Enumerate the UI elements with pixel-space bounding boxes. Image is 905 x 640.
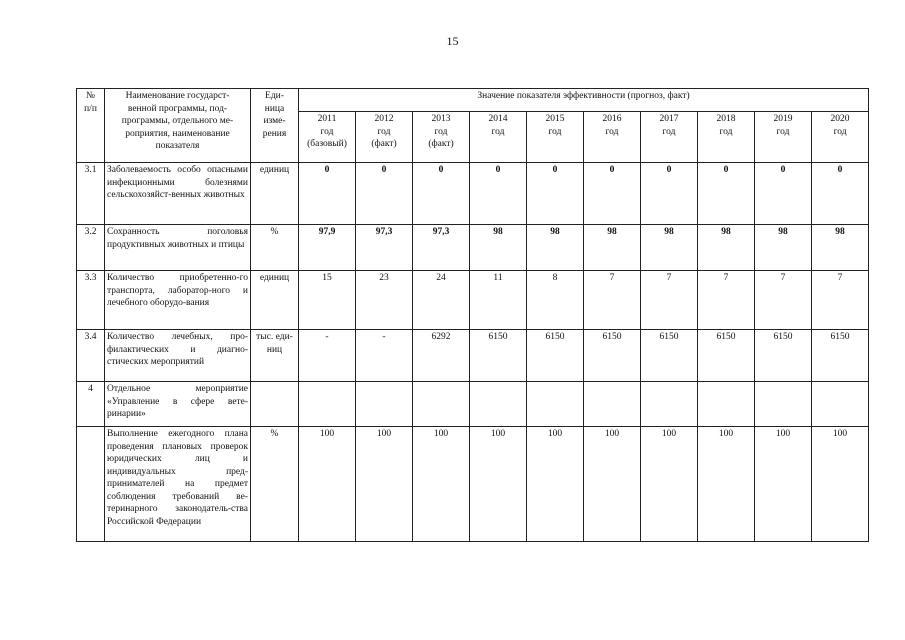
page-number: 15 — [446, 34, 459, 48]
value-cell — [584, 382, 641, 427]
value-cell: 7 — [641, 271, 698, 330]
value-cell: 7 — [755, 271, 812, 330]
table-row — [77, 427, 869, 542]
value-cell: 100 — [299, 427, 356, 542]
value-cell — [470, 382, 527, 427]
header-unit: Еди- ница изме- рения — [251, 89, 299, 163]
unit-of-measure: % — [251, 427, 299, 542]
value-cell — [698, 382, 755, 427]
unit-of-measure: единиц — [251, 271, 299, 330]
value-cell: 7 — [698, 271, 755, 330]
value-cell: 0 — [584, 163, 641, 225]
value-cell: 98 — [812, 225, 869, 271]
value-cell: 100 — [698, 427, 755, 542]
value-cell: 100 — [755, 427, 812, 542]
value-cell — [812, 382, 869, 427]
unit-of-measure: % — [251, 225, 299, 271]
header-year-9: 2020 год — [812, 112, 869, 163]
value-cell: 0 — [413, 163, 470, 225]
value-cell: - — [299, 330, 356, 382]
value-cell: 7 — [584, 271, 641, 330]
value-cell: 97,9 — [299, 225, 356, 271]
value-cell: 6150 — [584, 330, 641, 382]
value-cell: - — [356, 330, 413, 382]
header-year-5: 2016 год — [584, 112, 641, 163]
value-cell: 100 — [470, 427, 527, 542]
row-number: 3.2 — [77, 225, 105, 271]
header-year-8: 2019 год — [755, 112, 812, 163]
table-row — [77, 330, 869, 382]
value-cell: 0 — [299, 163, 356, 225]
header-year-4: 2015 год — [527, 112, 584, 163]
value-cell: 6150 — [755, 330, 812, 382]
value-cell: 100 — [641, 427, 698, 542]
value-cell: 6150 — [527, 330, 584, 382]
value-cell: 100 — [812, 427, 869, 542]
value-cell: 24 — [413, 271, 470, 330]
value-cell — [299, 382, 356, 427]
header-year-0: 2011 год (базовый) — [299, 112, 356, 163]
value-cell — [356, 382, 413, 427]
value-cell — [413, 382, 470, 427]
value-cell: 100 — [413, 427, 470, 542]
value-cell: 11 — [470, 271, 527, 330]
value-cell: 100 — [356, 427, 413, 542]
value-cell: 0 — [470, 163, 527, 225]
value-cell: 6292 — [413, 330, 470, 382]
indicator-name: Сохранность поголовья продуктивных животных и птицы — [105, 225, 251, 271]
indicator-name: Количество лечебных, про-филактических и диагно-стических мероприятий — [105, 330, 251, 382]
value-cell: 15 — [299, 271, 356, 330]
row-number: 3.3 — [77, 271, 105, 330]
header-value-group: Значение показателя эффективности (прогноз, факт) — [299, 89, 869, 112]
value-cell: 100 — [584, 427, 641, 542]
value-cell: 7 — [812, 271, 869, 330]
value-cell — [641, 382, 698, 427]
row-number: 4 — [77, 382, 105, 427]
value-cell: 98 — [698, 225, 755, 271]
value-cell: 8 — [527, 271, 584, 330]
unit-of-measure: тыс. еди-ниц — [251, 330, 299, 382]
header-year-7: 2018 год — [698, 112, 755, 163]
row-number: 3.1 — [77, 163, 105, 225]
value-cell: 100 — [527, 427, 584, 542]
unit-of-measure — [251, 382, 299, 427]
header-year-2: 2013 год (факт) — [413, 112, 470, 163]
value-cell: 0 — [356, 163, 413, 225]
value-cell: 98 — [755, 225, 812, 271]
indicator-name: Заболеваемость особо опасными инфекционными болезнями сельскохозяйст-венных животных — [105, 163, 251, 225]
value-cell — [527, 382, 584, 427]
header-year-3: 2014 год — [470, 112, 527, 163]
table-row — [77, 382, 869, 427]
value-cell: 0 — [812, 163, 869, 225]
value-cell: 98 — [641, 225, 698, 271]
header-num: № п/п — [77, 89, 105, 163]
indicator-name: Отдельное мероприятие «Управление в сфере вете-ринарии» — [105, 382, 251, 427]
value-cell: 6150 — [641, 330, 698, 382]
value-cell: 0 — [755, 163, 812, 225]
value-cell: 6150 — [470, 330, 527, 382]
value-cell: 98 — [584, 225, 641, 271]
header-name: Наименование государст- венной программы, под- программы, отдельного ме- роприятия, наименование показателя — [105, 89, 251, 163]
value-cell: 98 — [470, 225, 527, 271]
indicator-name: Количество приобретенно-го транспорта, лаборатор-ного и лечебного оборудо-вания — [105, 271, 251, 330]
performance-indicators-table — [76, 88, 869, 542]
table-row — [77, 271, 869, 330]
value-cell: 0 — [527, 163, 584, 225]
header-year-6: 2017 год — [641, 112, 698, 163]
value-cell: 0 — [641, 163, 698, 225]
table-row — [77, 163, 869, 225]
value-cell: 97,3 — [356, 225, 413, 271]
value-cell: 6150 — [698, 330, 755, 382]
indicator-name: Выполнение ежегодного плана проведения плановых проверок юридических лиц и индивидуальных пред-принимателей на предмет соблюдения требований ве-теринарного законодатель-ства Российской Федерации — [105, 427, 251, 542]
row-number: 3.4 — [77, 330, 105, 382]
value-cell: 0 — [698, 163, 755, 225]
value-cell: 6150 — [812, 330, 869, 382]
row-number — [77, 427, 105, 542]
value-cell — [755, 382, 812, 427]
value-cell: 98 — [527, 225, 584, 271]
unit-of-measure: единиц — [251, 163, 299, 225]
header-year-1: 2012 год (факт) — [356, 112, 413, 163]
table-row — [77, 225, 869, 271]
value-cell: 23 — [356, 271, 413, 330]
value-cell: 97,3 — [413, 225, 470, 271]
